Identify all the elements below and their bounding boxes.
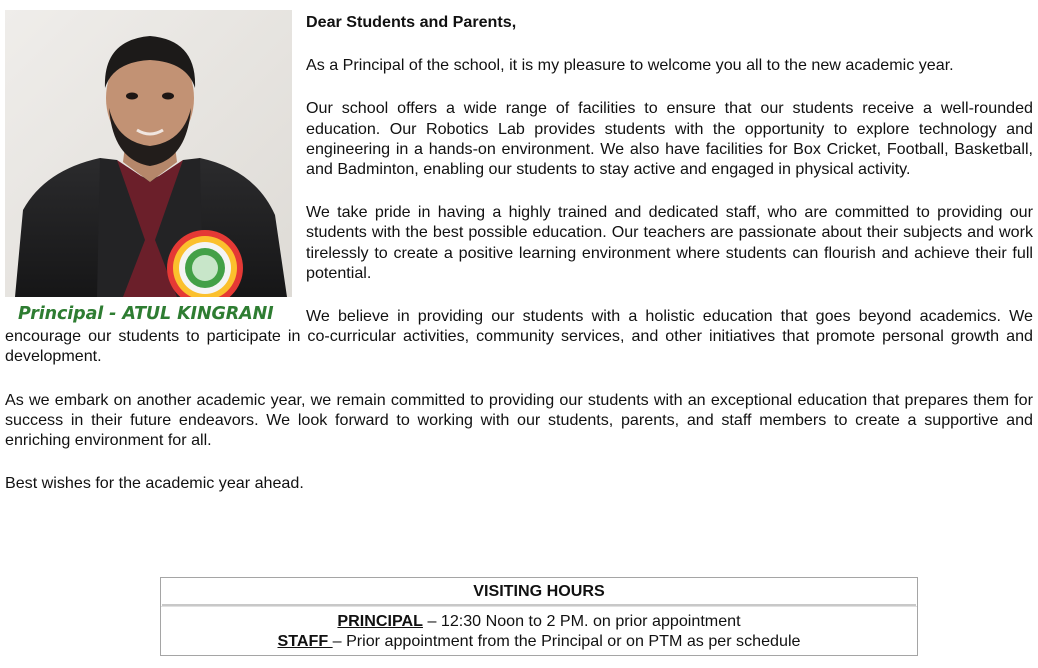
staff-hours-text: – Prior appointment from the Principal or on PTM as per schedule [332,632,801,650]
staff-hours-row [161,631,917,651]
letter-paragraph-holistic: We believe in providing our students with a holistic education that goes beyond academics. We encourage our students to participate in co-curricular activities, community services, and other initiatives that promote personal growth and development. [5,307,1033,366]
visiting-hours-body [161,606,917,655]
principal-hours-text: – 12:30 Noon to 2 PM. on prior appointment [422,612,741,630]
visiting-hours-title: VISITING HOURS [162,578,916,606]
letter-paragraph-commitment: As we embark on another academic year, we remain committed to providing our students with an exceptional education that prepares them for success in their future endeavors. We look forward to working with our students, parents, and staff members to create a supportive and enriching environment for all. [5,390,1033,450]
principal-hours-row [161,611,917,631]
letter-paragraph-welcome: As a Principal of the school, it is my pleasure to welcome you all to the new academic year. [306,56,954,75]
principal-caption: Principal - ATUL KINGRANI [18,304,274,324]
principal-hours-label: PRINCIPAL [337,612,423,630]
letter-salutation: Dear Students and Parents, [306,13,517,31]
principal-photo [5,10,292,297]
letter-paragraph-facilities: Our school offers a wide range of facilities to ensure that our students receive a well-rounded education. Our Robotics Lab provides students with the opportunity to explore technology and engineering in a hands-on environment. We also have facilities for Box Cricket, Football, Basketball, and Badminton, enabling our students to stay active and engaged in physical activity. [306,99,1033,179]
portrait-photo-icon [5,10,292,297]
letter-paragraph-staff: We take pride in having a highly trained and dedicated staff, who are committed to providing our students with the best possible education. Our teachers are passionate about their subjects and work tirelessly to create a positive learning environment where students can flourish and achieve their full potential. [306,203,1033,282]
staff-hours-label: STAFF [277,632,333,650]
letter-closing: Best wishes for the academic year ahead. [5,474,304,493]
visiting-hours-table [160,577,918,656]
